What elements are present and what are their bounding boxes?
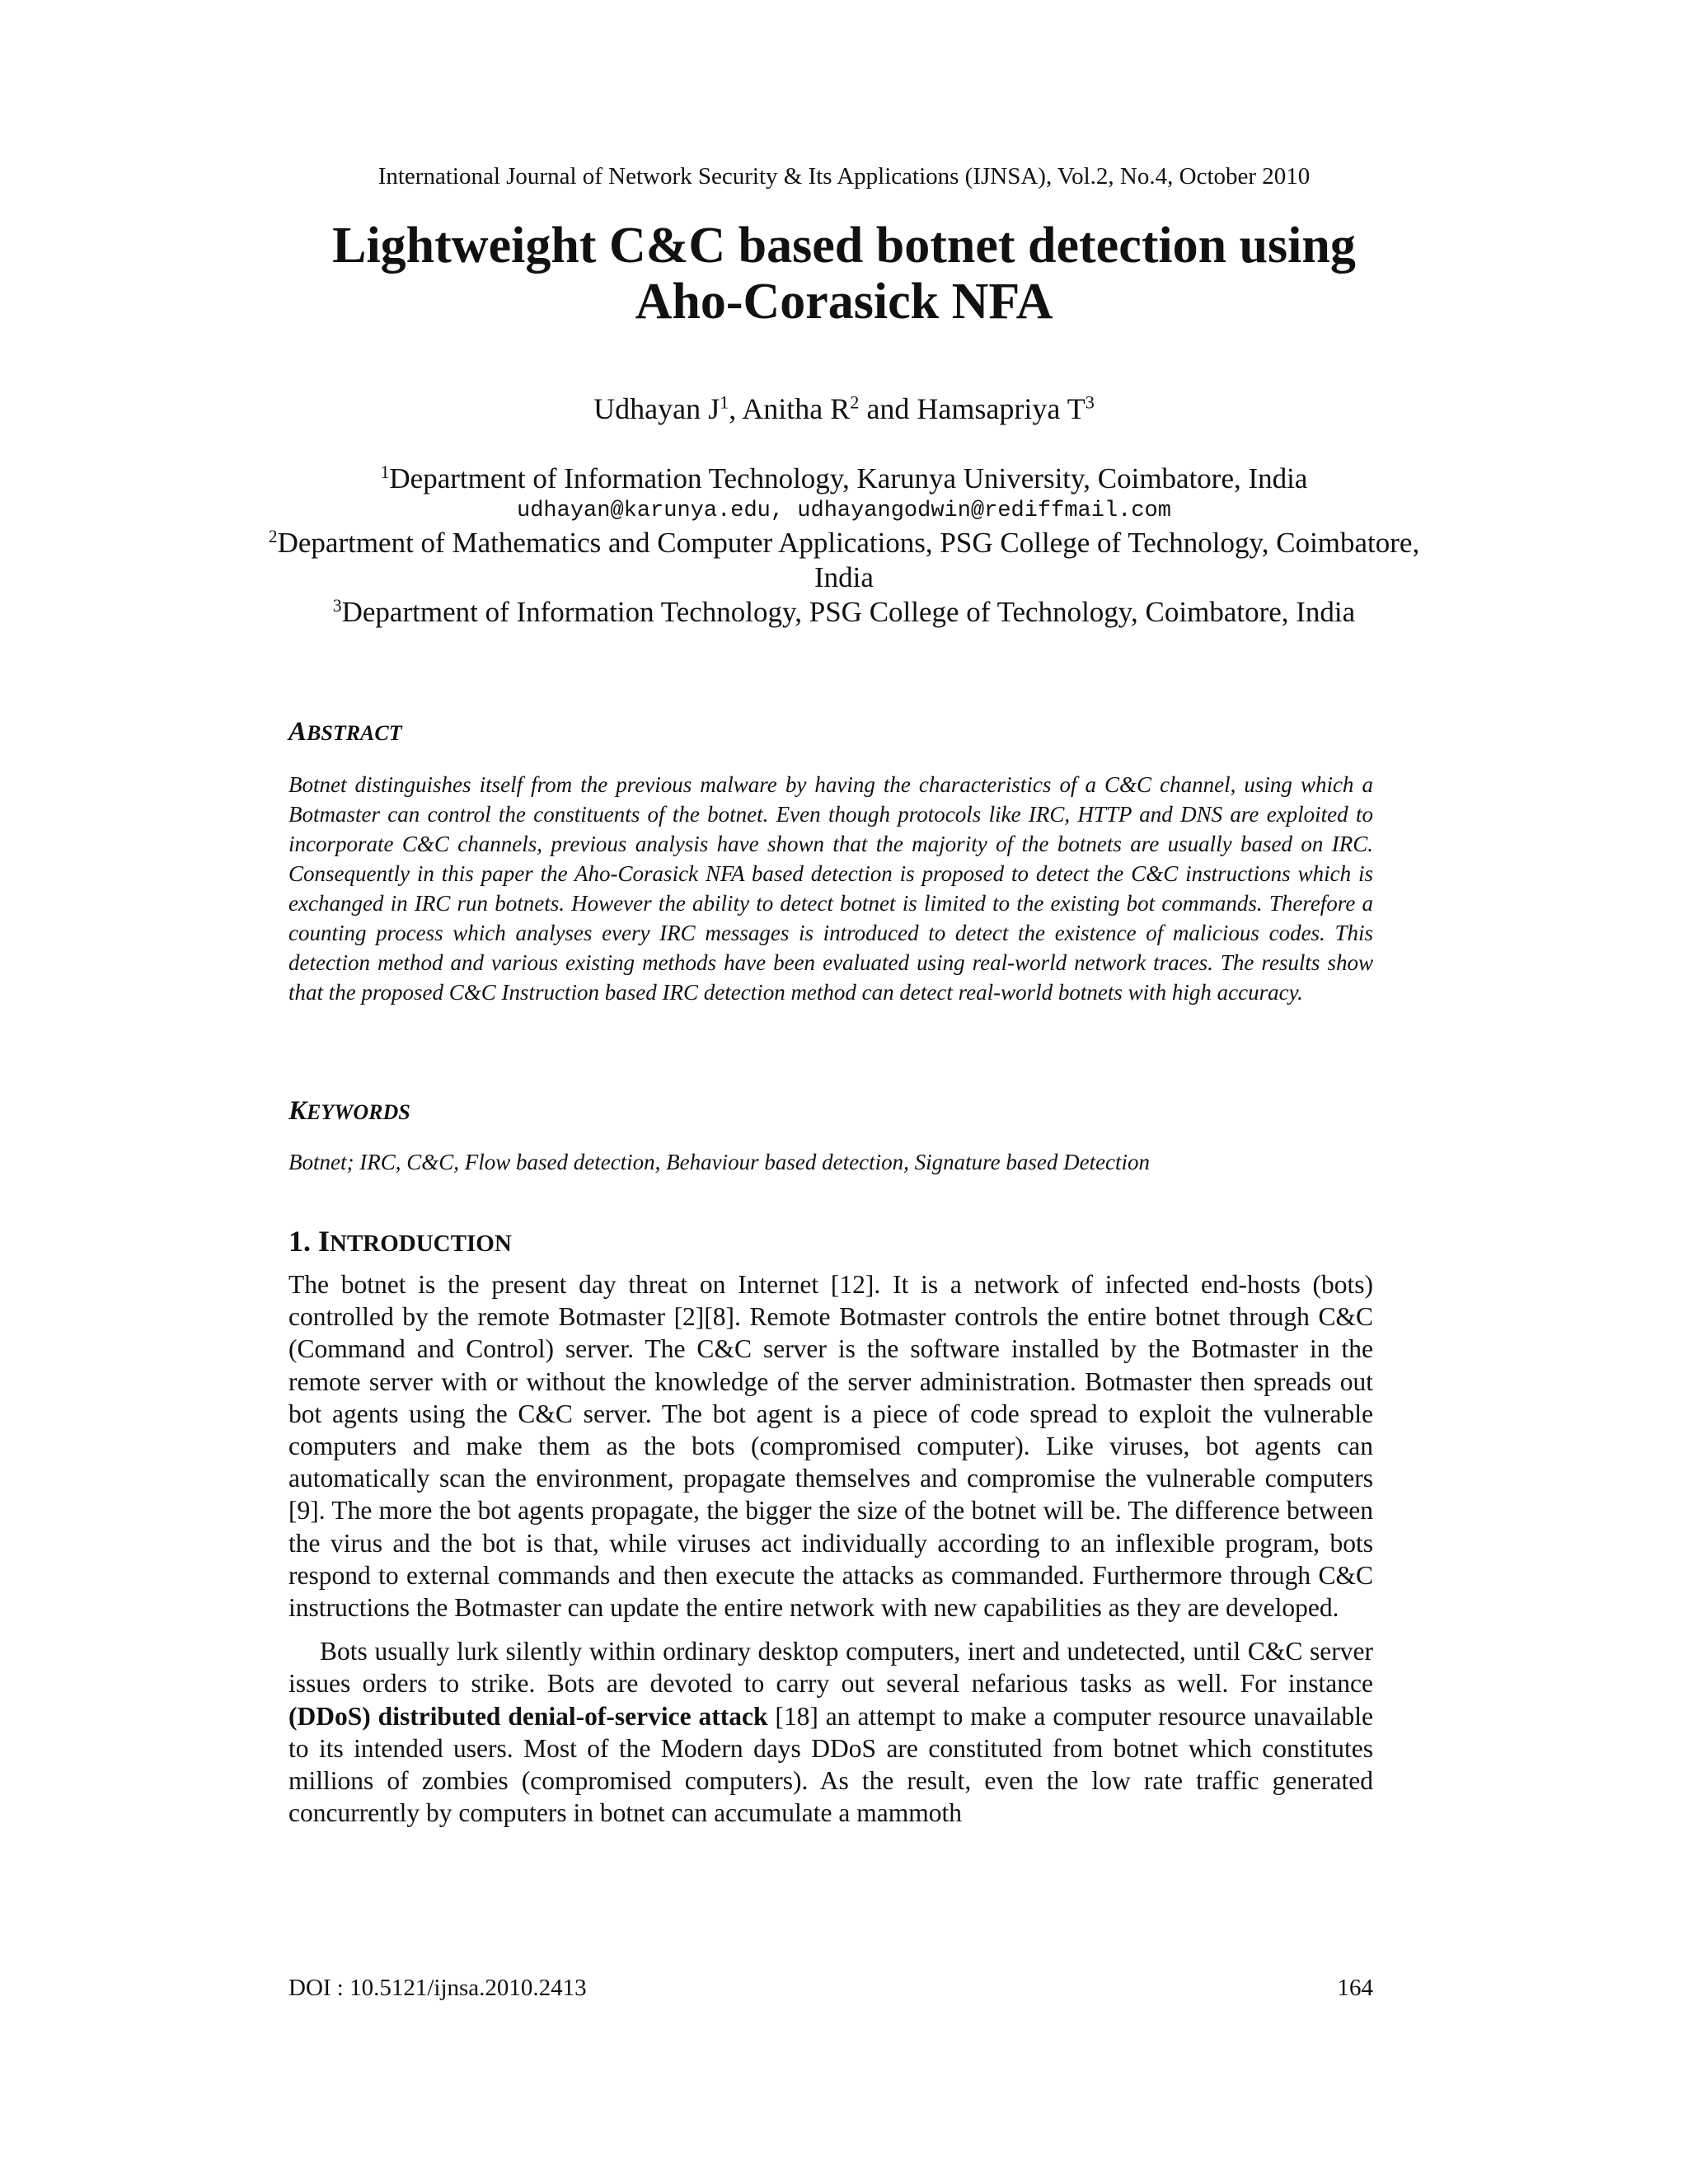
keywords-heading: KEYWORDS bbox=[288, 1096, 410, 1126]
author-emails: udhayan@karunya.edu, udhayangodwin@rediffmail.com bbox=[517, 499, 1171, 523]
author-3-affil-mark: 3 bbox=[1085, 391, 1095, 413]
abstract-text: Botnet distinguishes itself from the previous malware by having the characteristics of a C&C channel, using which a Botmaster can control the constituents of the botnet. Even though protocols like IRC, HTTP and DNS are exploited to incorporate C&C channels, previous analysis have shown that the majority of the botnets are usually based on IRC. Consequently in this paper the Aho-Corasick NFA based detection is proposed to detect the C&C instructions which is exchanged in IRC run botnets. However the ability to detect botnet is limited to the existing bot commands. Therefore a counting process which analyses every IRC messages is introduced to detect the existence of malicious codes. This detection method and various existing methods have been evaluated using real-world network traces. The results show that the proposed C&C Instruction based IRC detection method can detect real-world botnets with high accuracy. bbox=[288, 772, 1373, 1005]
author-3: and Hamsapriya T bbox=[859, 392, 1085, 425]
author-2-affil-mark: 2 bbox=[850, 391, 860, 413]
footer-doi: DOI : 10.5121/ijnsa.2010.2413 bbox=[288, 1975, 587, 2001]
affiliations bbox=[247, 462, 1441, 630]
running-head: International Journal of Network Security & Its Applications (IJNSA), Vol.2, No.4, October 2010 bbox=[377, 163, 1311, 190]
title-line-1: Lightweight C&C based botnet detection using bbox=[332, 218, 1356, 274]
introduction-heading: 1. INTRODUCTION bbox=[288, 1225, 512, 1258]
author-2: , Anitha R bbox=[729, 392, 851, 425]
keywords-section bbox=[288, 1094, 1373, 1177]
introduction-paragraph-1: The botnet is the present day threat on Internet [12]. It is a network of infected end-hosts (bots) controlled by the remote Botmaster [2][8]. Remote Botmaster controls the entire botnet through C&C (Command and Control) server. The C&C server is the software installed by the Botmaster in the remote server with or without the knowledge of the server administration. Botmaster then spreads out bot agents using the C&C server. The bot agent is a piece of code spread to exploit the vulnerable computers and make them as the bots (compromised computer). Like viruses, bot agents can automatically scan the environment, propagate themselves and compromise the vulnerable computers [9]. The more the bot agents propagate, the bigger the size of the botnet will be. The difference between the virus and the bot is that, while viruses act individually according to an inflexible program, bots respond to external commands and then execute the attacks as commanded. Furthermore through C&C instructions the Botmaster can update the entire network with new capabilities as they are developed. bbox=[288, 1270, 1373, 1623]
affiliation-3: $^3$Department of Information Technology, PSG College of Technology, Coimbatore, India bbox=[332, 596, 1356, 628]
author-1-affil-mark: 1 bbox=[720, 391, 729, 413]
affiliation-2: $^2$Department of Mathematics and Computer Applications, PSG College of Technology, Coimbatore, India bbox=[268, 527, 1420, 593]
affiliation-1: $^1$Department of Information Technology, Karunya University, Coimbatore, India bbox=[380, 462, 1308, 494]
paper-title bbox=[0, 218, 1688, 330]
abstract-section bbox=[288, 715, 1373, 1007]
title-line-2: Aho-Corasick NFA bbox=[635, 274, 1053, 330]
page-number: 164 bbox=[1337, 1975, 1373, 2001]
introduction-paragraph-2: Bots usually lurk silently within ordinary desktop computers, inert and undetected, until C&C server issues orders to strike. Bots are devoted to carry out several nefarious tasks as well. For instance (DDoS) distributed denial-of-service attack [18] an attempt to make a computer resource unavailable to its intended users. Most of the Modern days DDoS are constituted from botnet which constitutes millions of zombies (compromised computers). As the result, even the low rate traffic generated concurrently by computers in botnet can accumulate a mammoth bbox=[288, 1637, 1373, 1828]
author-list bbox=[0, 391, 1688, 427]
ddos-term: (DDoS) distributed denial-of-service attack bbox=[288, 1701, 768, 1731]
introduction-section bbox=[288, 1223, 1373, 1829]
author-1: Udhayan J bbox=[593, 392, 720, 425]
keywords-text: Botnet; IRC, C&C, Flow based detection, Behaviour based detection, Signature based Detection bbox=[288, 1150, 1151, 1174]
abstract-heading: ABSTRACT bbox=[288, 717, 402, 747]
